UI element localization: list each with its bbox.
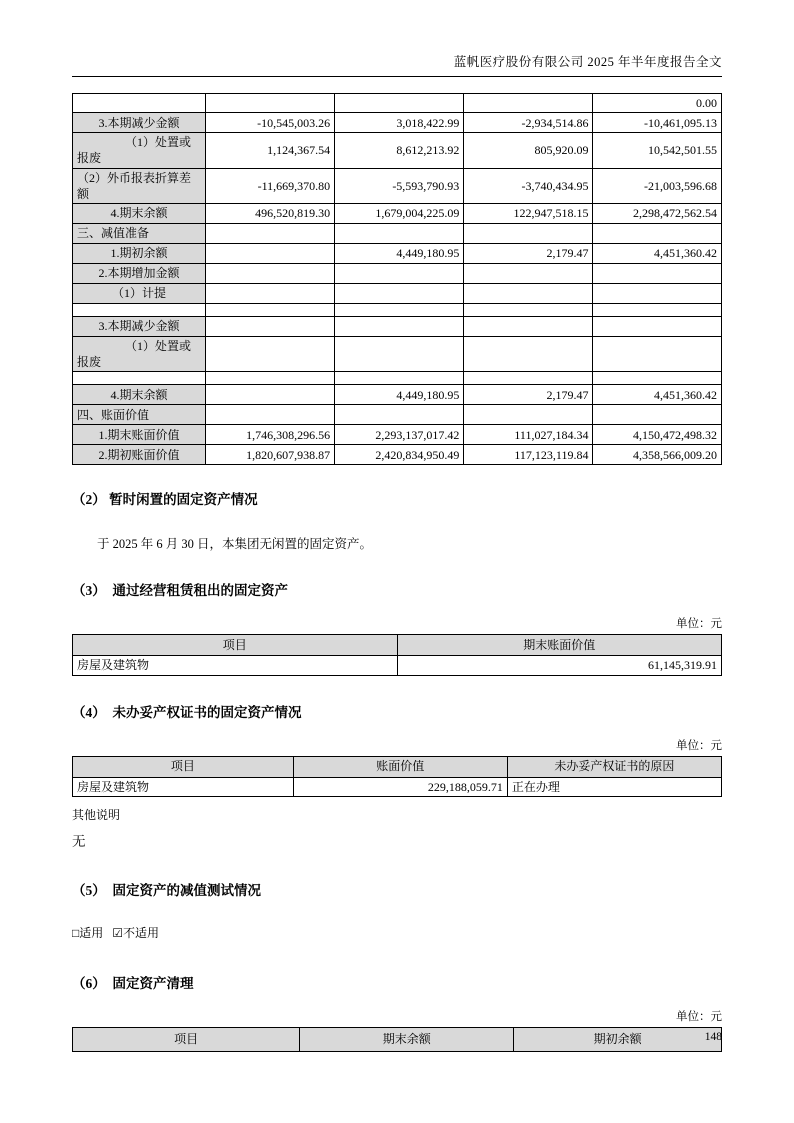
cell-value — [593, 372, 722, 385]
column-header: 项目 — [73, 756, 294, 777]
cell-value — [464, 303, 593, 316]
cell-value: 10,542,501.55 — [593, 133, 722, 168]
cell-value: 正在办理 — [507, 777, 721, 796]
row-label — [73, 303, 206, 316]
cell-value: -2,934,514.86 — [464, 113, 593, 133]
cell-value: 2,179.47 — [464, 385, 593, 405]
cell-value — [335, 336, 464, 371]
leased-assets-table — [72, 634, 722, 675]
cell-value — [206, 336, 335, 371]
row-label: 3.本期减少金额 — [73, 316, 206, 336]
row-label: 4.期末余额 — [73, 385, 206, 405]
cell-value — [464, 336, 593, 371]
cell-value — [593, 223, 722, 243]
cell-value — [335, 94, 464, 113]
row-label: 三、减值准备 — [73, 223, 206, 243]
row-label: 3.本期减少金额 — [73, 113, 206, 133]
table-row — [73, 113, 722, 133]
cell-value: 496,520,819.30 — [206, 203, 335, 223]
cell-value — [335, 405, 464, 425]
cell-value: 229,188,059.71 — [293, 777, 507, 796]
column-header: 期末账面价值 — [397, 635, 722, 656]
unit-label: 单位：元 — [676, 618, 722, 631]
other-note-value: 无 — [72, 833, 86, 849]
row-label — [73, 372, 206, 385]
table-row — [73, 372, 722, 385]
cell-value — [206, 316, 335, 336]
cell-value: 2,298,472,562.54 — [593, 203, 722, 223]
row-label — [73, 94, 206, 113]
table-row — [73, 133, 722, 168]
section-heading-idle-assets: （2） 暂时闲置的固定资产情况 — [72, 492, 258, 508]
column-header: 期初余额 — [514, 1027, 722, 1051]
other-note-label: 其他说明 — [72, 807, 121, 822]
page-header — [72, 0, 722, 77]
column-header: 账面价值 — [293, 756, 507, 777]
table-row — [73, 777, 722, 796]
cell-value: 1,746,308,296.56 — [206, 425, 335, 445]
cell-value: 4,451,360.42 — [593, 243, 722, 263]
idle-assets-note: 于 2025 年 6 月 30 日，本集团无闲置的固定资产。 — [97, 537, 373, 552]
table-row — [73, 94, 722, 113]
cell-value: 房屋及建筑物 — [73, 777, 294, 796]
cell-value: -10,461,095.13 — [593, 113, 722, 133]
cell-value — [593, 303, 722, 316]
cell-value: 8,612,213.92 — [335, 133, 464, 168]
table-row — [73, 283, 722, 303]
row-label: （1）处置或报废 — [73, 133, 206, 168]
cell-value — [593, 336, 722, 371]
row-label: 4.期末余额 — [73, 203, 206, 223]
page-number: 148 — [704, 1031, 722, 1043]
row-label: （1）处置或报废 — [73, 336, 206, 371]
column-header: 未办妥产权证书的原因 — [507, 756, 721, 777]
row-label: 1.期末账面价值 — [73, 425, 206, 445]
cell-value — [464, 94, 593, 113]
applicability-row — [72, 924, 722, 941]
cell-value: 3,018,422.99 — [335, 113, 464, 133]
section-heading-asset-disposal: （6） 固定资产清理 — [72, 975, 194, 991]
cell-value: 61,145,319.91 — [397, 656, 722, 675]
table-row — [73, 203, 722, 223]
cell-value — [206, 372, 335, 385]
cell-value — [335, 303, 464, 316]
table-row — [73, 303, 722, 316]
unit-label: 单位：元 — [676, 1010, 722, 1023]
cell-value — [206, 385, 335, 405]
cell-value — [464, 316, 593, 336]
fixed-asset-changes-table — [72, 93, 722, 465]
not-applicable-checkbox: ☑不适用 — [112, 925, 160, 940]
cell-value: 4,358,566,009.20 — [593, 445, 722, 465]
cell-value — [206, 263, 335, 283]
section-heading-no-certificate: （4） 未办妥产权证书的固定资产情况 — [72, 704, 302, 720]
cell-value — [335, 316, 464, 336]
cell-value: 4,150,472,498.32 — [593, 425, 722, 445]
row-label: （2）外币报表折算差额 — [73, 168, 206, 203]
cell-value — [464, 405, 593, 425]
cell-value — [593, 283, 722, 303]
section-heading-impairment-test: （5） 固定资产的减值测试情况 — [72, 882, 261, 898]
cell-value: 122,947,518.15 — [464, 203, 593, 223]
cell-value: 2,179.47 — [464, 243, 593, 263]
cell-value: 1,679,004,225.09 — [335, 203, 464, 223]
row-label: 四、账面价值 — [73, 405, 206, 425]
cell-value: 4,451,360.42 — [593, 385, 722, 405]
no-certificate-table — [72, 756, 722, 797]
cell-value — [335, 283, 464, 303]
cell-value — [593, 405, 722, 425]
cell-value: -3,740,434.95 — [464, 168, 593, 203]
header-title: 蓝帆医疗股份有限公司 2025 年半年度报告全文 — [453, 55, 722, 69]
column-header: 项目 — [73, 635, 398, 656]
cell-value: 4,449,180.95 — [335, 243, 464, 263]
table-row — [73, 425, 722, 445]
table-row — [73, 336, 722, 371]
table-row — [73, 405, 722, 425]
cell-value: 0.00 — [593, 94, 722, 113]
table-row — [73, 223, 722, 243]
cell-value: -10,545,003.26 — [206, 113, 335, 133]
column-header: 项目 — [73, 1027, 300, 1051]
cell-value — [335, 263, 464, 283]
cell-value — [206, 405, 335, 425]
cell-value: 4,449,180.95 — [335, 385, 464, 405]
cell-value — [593, 316, 722, 336]
asset-disposal-table — [72, 1027, 722, 1052]
row-label: 1.期初余额 — [73, 243, 206, 263]
cell-value: 2,420,834,950.49 — [335, 445, 464, 465]
table-row — [73, 243, 722, 263]
cell-value — [464, 223, 593, 243]
row-label: 2.本期增加金额 — [73, 263, 206, 283]
header-row — [73, 1027, 722, 1051]
cell-value — [464, 283, 593, 303]
cell-value — [464, 263, 593, 283]
cell-value: 1,820,607,938.87 — [206, 445, 335, 465]
table-row — [73, 263, 722, 283]
applicable-checkbox: □适用 — [72, 925, 104, 940]
cell-value: 1,124,367.54 — [206, 133, 335, 168]
table-row — [73, 168, 722, 203]
cell-value — [206, 94, 335, 113]
cell-value — [335, 223, 464, 243]
cell-value — [206, 283, 335, 303]
table-row — [73, 316, 722, 336]
column-header: 期末余额 — [300, 1027, 514, 1051]
table-row — [73, 385, 722, 405]
cell-value — [206, 223, 335, 243]
cell-value: -5,593,790.93 — [335, 168, 464, 203]
cell-value — [593, 263, 722, 283]
cell-value: 805,920.09 — [464, 133, 593, 168]
cell-value: 房屋及建筑物 — [73, 656, 398, 675]
cell-value: -21,003,596.68 — [593, 168, 722, 203]
row-label: 2.期初账面价值 — [73, 445, 206, 465]
cell-value: 117,123,119.84 — [464, 445, 593, 465]
cell-value: 111,027,184.34 — [464, 425, 593, 445]
header-row — [73, 635, 722, 656]
cell-value — [335, 372, 464, 385]
cell-value: 2,293,137,017.42 — [335, 425, 464, 445]
cell-value: -11,669,370.80 — [206, 168, 335, 203]
table-row — [73, 656, 722, 675]
table-row — [73, 445, 722, 465]
header-row — [73, 756, 722, 777]
row-label: （1）计提 — [73, 283, 206, 303]
cell-value — [464, 372, 593, 385]
cell-value — [206, 243, 335, 263]
cell-value — [206, 303, 335, 316]
section-heading-leased-assets: （3） 通过经营租赁租出的固定资产 — [72, 583, 288, 599]
unit-label: 单位：元 — [676, 739, 722, 752]
